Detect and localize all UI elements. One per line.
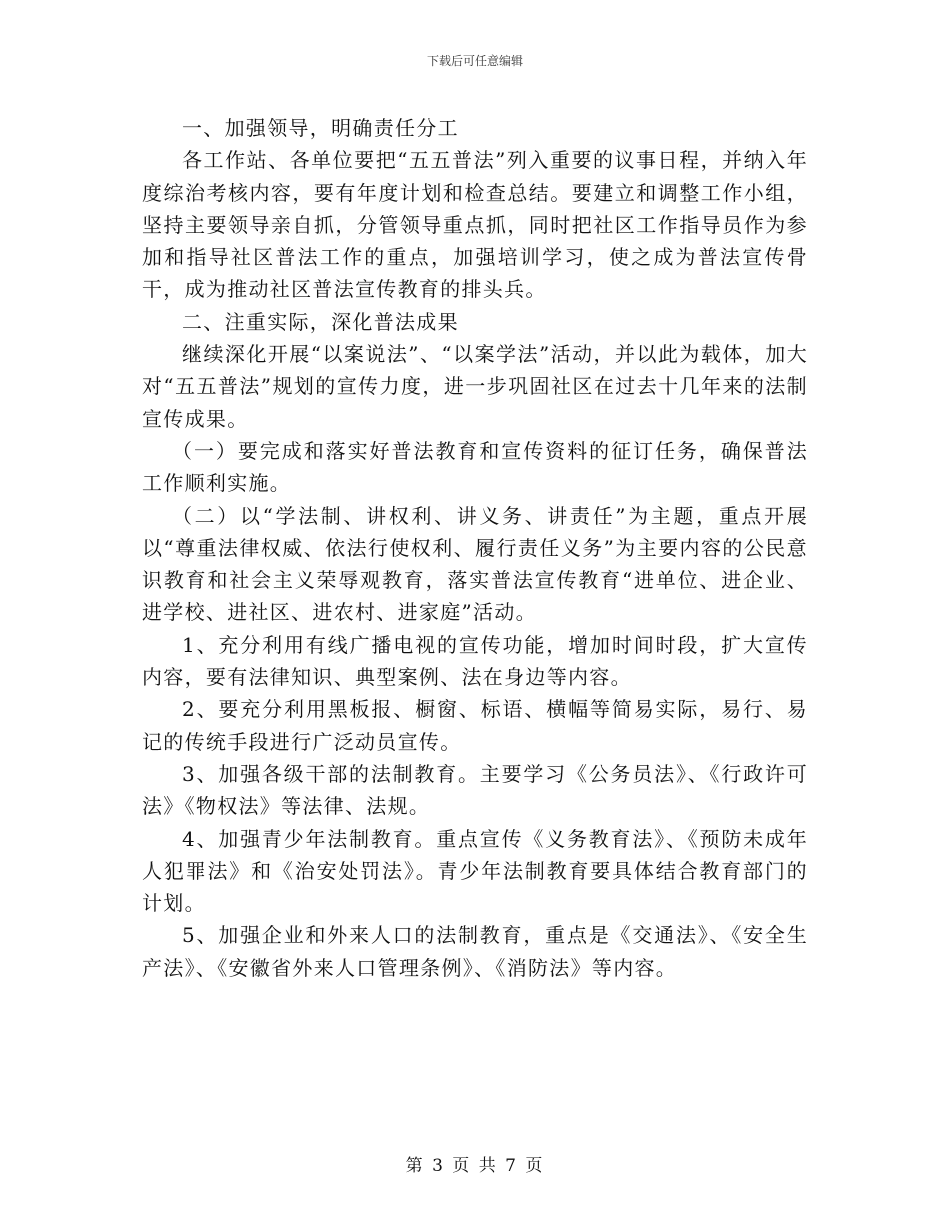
page-number: 第 3 页 共 7 页 xyxy=(405,1156,545,1176)
section-2-paragraph: 继续深化开展“以案说法”、“以案学法”活动，并以此为载体，加大对“五五普法”规划的宣传力度，进一步巩固社区在过去十几年来的法制宣传成果。 xyxy=(142,342,808,431)
subsection-2-paragraph: （二）以“学法制、讲权利、讲义务、讲责任”为主题，重点开展以“尊重法律权威、依法行使权利、履行责任义务”为主要内容的公民意识教育和社会主义荣辱观教育，落实普法宣传教育“进单位、进企业、进学校、进社区、进农村、进家庭”活动。 xyxy=(142,503,808,625)
document-body xyxy=(142,112,808,984)
page-header-note: 下载后可任意编辑 xyxy=(426,54,523,68)
list-item-4: 4、加强青少年法制教育。重点宣传《义务教育法》、《预防未成年人犯罪法》和《治安处罚法》。青少年法制教育要具体结合教育部门的计划。 xyxy=(142,826,808,916)
list-item-2: 2、要充分利用黑板报、橱窗、标语、横幅等简易实际，易行、易记的传统手段进行广泛动员宣传。 xyxy=(142,697,808,754)
section-1-paragraph: 各工作站、各单位要把“五五普法”列入重要的议事日程，并纳入年度综治考核内容，要有年度计划和检查总结。要建立和调整工作小组，坚持主要领导亲自抓，分管领导重点抓，同时把社区工作指导员作为参加和指导社区普法工作的重点，加强培训学习，使之成为普法宣传骨干，成为推动社区普法宣传教育的排头兵。 xyxy=(142,148,808,302)
list-item-1: 1、充分利用有线广播电视的宣传功能，增加时间时段，扩大宣传内容，要有法律知识、典型案例、法在身边等内容。 xyxy=(142,632,808,690)
section-1-heading: 一、加强领导，明确责任分工 xyxy=(182,116,459,140)
list-item-5: 5、加强企业和外来人口的法制教育，重点是《交通法》、《安全生产法》、《安徽省外来人口管理条例》、《消防法》等内容。 xyxy=(142,923,808,980)
subsection-1-paragraph: （一）要完成和落实好普法教育和宣传资料的征订任务，确保普法工作顺利实施。 xyxy=(142,438,808,496)
section-2-heading: 二、注重实际，深化普法成果 xyxy=(182,309,459,334)
list-item-3: 3、加强各级干部的法制教育。主要学习《公务员法》、《行政许可法》《物权法》等法律、法规。 xyxy=(142,761,808,819)
